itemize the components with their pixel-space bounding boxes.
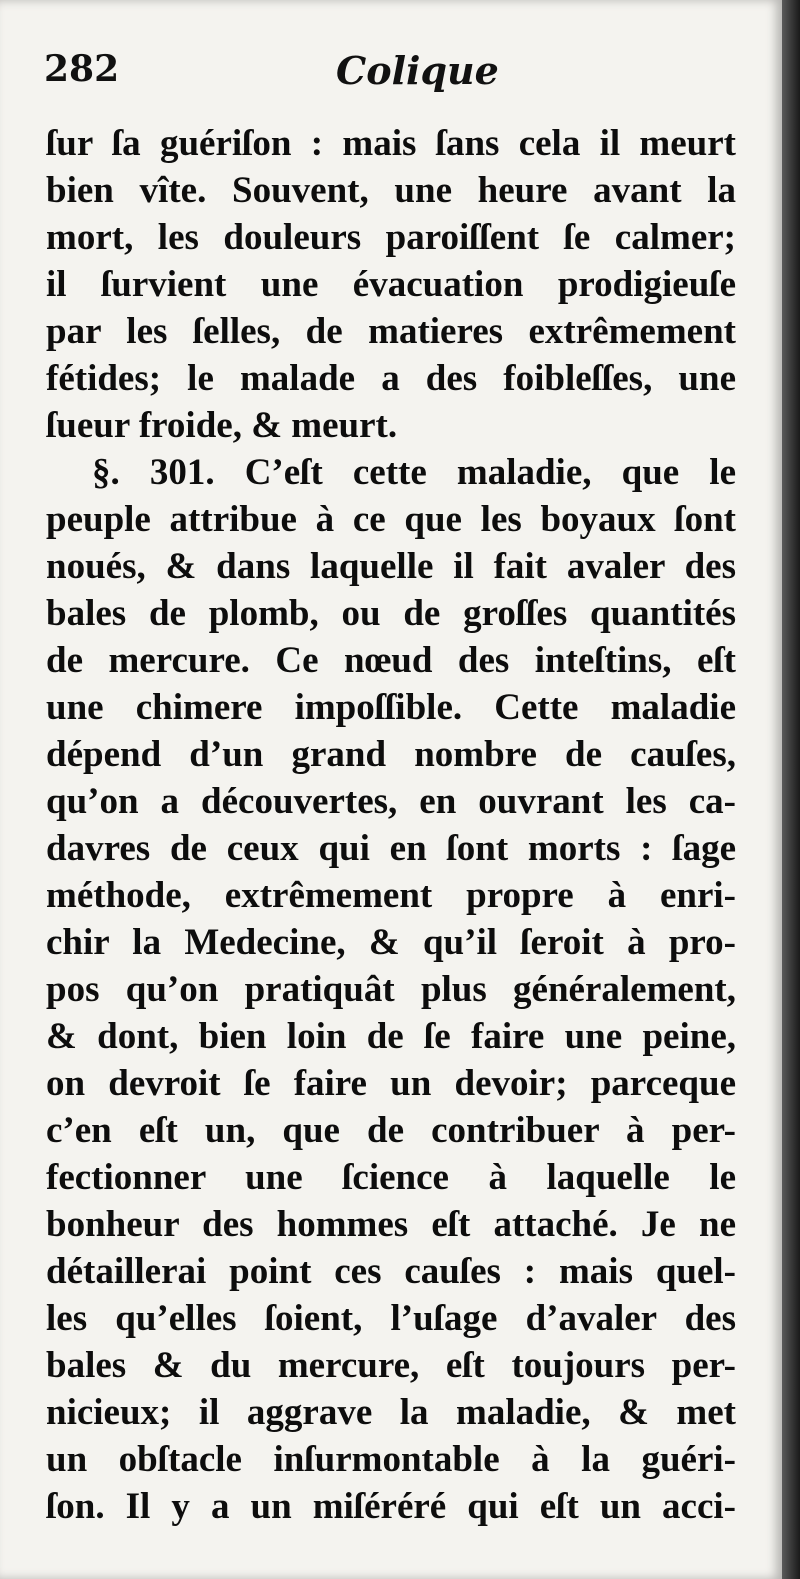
book-gutter-shadow [782,0,800,1579]
page-number: 282 [44,48,120,90]
text-line: dépend d’un grand nombre de cauſes, [46,734,736,775]
running-title: Colique [336,48,499,93]
text-line: bien vîte. Souvent, une heure avant la [46,170,736,211]
text-line: bonheur des hommes eſt attaché. Je ne [46,1204,736,1245]
page-header [44,48,722,98]
text-line: méthode, extrêmement propre à enri- [46,875,736,916]
text-line: fectionner une ſcience à laquelle le [46,1157,736,1198]
text-line: chir la Medecine, & qu’il ſeroit à pro- [46,922,736,963]
text-line: un obſtacle inſurmontable à la guéri- [46,1439,736,1480]
text-line: il ſurvient une évacuation prodigieuſe [46,264,736,305]
text-line: ſueur froide, & meurt. [46,405,398,446]
text-line: nicieux; il aggrave la maladie, & met [46,1392,736,1433]
text-line: ſon. Il y a un miſéréré qui eſt un acci- [46,1486,736,1527]
text-line: peuple attribue à ce que les boyaux ſont [46,499,736,540]
text-line: on devroit ſe faire un devoir; parceque [46,1063,736,1104]
text-line: détaillerai point ces cauſes : mais quel- [46,1251,736,1292]
text-line: qu’on a découvertes, en ouvrant les ca- [46,781,736,822]
text-line: par les ſelles, de matieres extrêmement [46,311,736,352]
text-line: de mercure. Ce nœud des inteſtins, eſt [46,640,736,681]
text-line: bales de plomb, ou de groſſes quantités [46,593,736,634]
text-line: ſur ſa guériſon : mais ſans cela il meurt [46,123,736,164]
text-line: les qu’elles ſoient, l’uſage d’avaler des [46,1298,736,1339]
body-text [46,120,736,1530]
text-line: une chimere impoſſible. Cette maladie [46,687,736,728]
section-start-line: §. 301. C’eſt cette maladie, que le [92,452,736,493]
text-line: & dont, bien loin de ſe faire une peine, [46,1016,736,1057]
text-line: davres de ceux qui en ſont morts : ſage [46,828,736,869]
text-line: mort, les douleurs paroiſſent ſe calmer; [46,217,736,258]
text-line: fétides; le malade a des foibleſſes, une [46,358,736,399]
text-line: c’en eſt un, que de contribuer à per- [46,1110,736,1151]
text-line: pos qu’on pratiquât plus généralement, [46,969,736,1010]
text-line: bales & du mercure, eſt toujours per- [46,1345,736,1386]
text-line: noués, & dans laquelle il fait avaler des [46,546,736,587]
